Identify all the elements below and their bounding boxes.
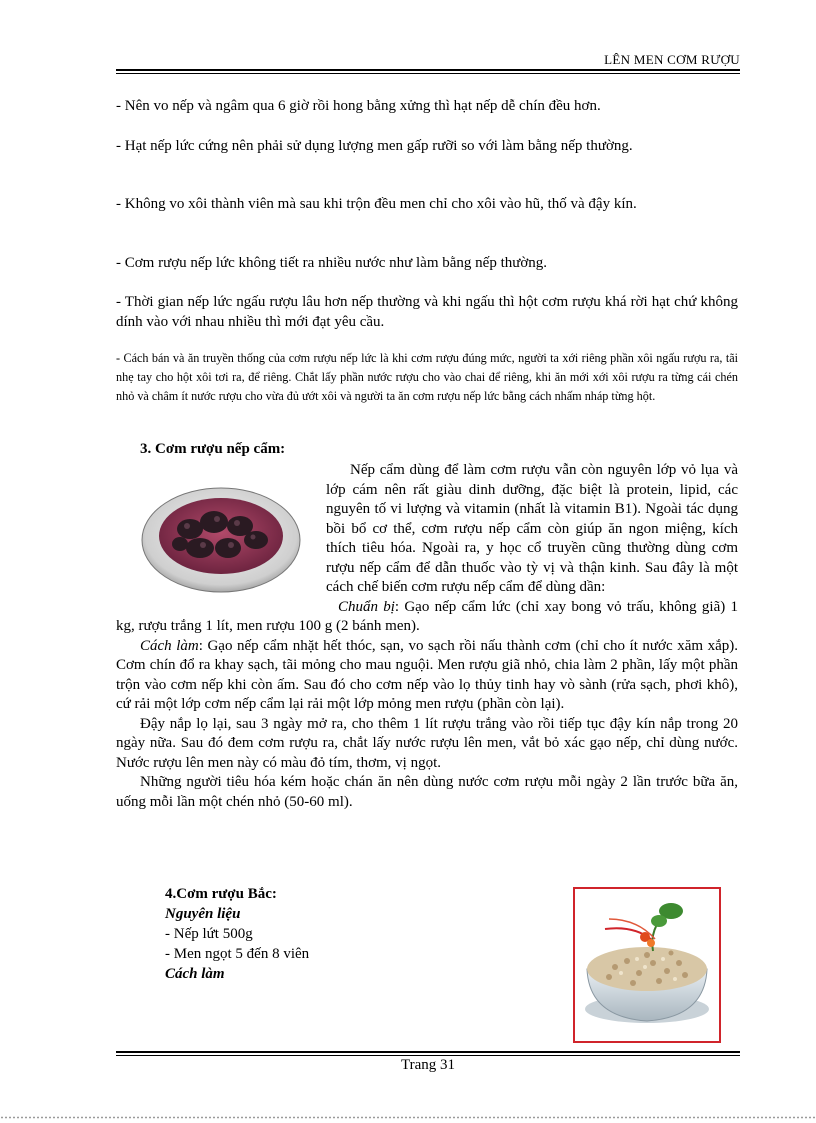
section-4-heading: 4.Cơm rượu Bắc: (165, 886, 277, 902)
footer-rule (116, 1051, 740, 1053)
footer-rule-thin (116, 1055, 740, 1056)
section-3-method (116, 637, 738, 715)
prep-text: : Gạo nếp cẩm lức (chỉ xay bong vỏ trấu, không giã) 1 kg, rượu trắng 1 lít, men rượu 100 g (2 bánh men). (116, 598, 738, 634)
section-3-heading: 3. Cơm rượu nếp cẩm: (140, 441, 286, 457)
bullet-5: - Thời gian nếp lức ngấu rượu lâu hơn nếp thường và khi ngấu thì hột cơm rượu khá rời hạt chứ không dính vào với nhau nhiều thì mới đạt yêu cầu. (116, 294, 738, 330)
section-3-prep (116, 598, 738, 637)
method-text: : Gạo nếp cẩm nhặt hết thóc, sạn, vo sạch rồi nấu thành cơm (chỉ cho ít nước xăm xắp). Cơm chín đổ ra khay sạch, tãi mỏng cho mau nguội. Men rượu giã nhỏ, chia làm 2 phần, lấy một phần trộn vào cơm nếp khi còn ấm. Sau đó cho cơm nếp vào lọ thủy tinh hay vò sành (rửa sạch, phơi khô), cứ rải một lớp cơm nếp cẩm lại rải một lớp mỏng men rượu (phần còn lại). (116, 637, 738, 712)
page-number: Trang 31 (400, 1057, 456, 1073)
section-3-body (116, 461, 738, 812)
header-rule-thin (116, 73, 740, 74)
ingredient-item: - Nếp lứt 500g (165, 926, 253, 942)
bullet-3: - Không vo xôi thành viên mà sau khi trộn đều men chỉ cho xôi vào hũ, thố và đậy kín. (116, 196, 637, 212)
rice-bowl-illustration (575, 889, 719, 1041)
ingredient-item: - Men ngọt 5 đến 8 viên (165, 946, 310, 962)
section-3-para3: Những người tiêu hóa kém hoặc chán ăn nên dùng nước cơm rượu mỗi ngày 2 lần trước bữa ăn, uống mỗi lần một chén nhỏ (50-60 ml). (116, 774, 738, 810)
prep-label: Chuẩn bị (338, 598, 395, 615)
bullet-6: - Cách bán và ăn truyền thống của cơm rượu nếp lức là khi cơm rượu đúng mức, người ta xới riêng phần xôi ngấu rượu ra, tãi nhẹ tay cho hột xôi tơi ra, để riêng. Chắt lấy phần nước rượu cho vào chai để riêng, khi ăn mới xới xôi rượu ra từng cái chén nhỏ và châm ít nước rượu cho vừa đủ ướt xôi và người ta ăn cơm rượu nếp lức bằng cách nhấm nháp từng hột. (116, 351, 738, 403)
method-label: Cách làm (140, 637, 199, 654)
rice-wine-bowl-photo (573, 887, 721, 1043)
running-header: LÊN MEN CƠM RƯỢU (604, 52, 740, 67)
bullet-2: - Hạt nếp lức cứng nên phải sử dụng lượng men gấp rưỡi so với làm bằng nếp thường. (116, 138, 633, 154)
section-4 (165, 884, 309, 984)
section-3-intro: Nếp cẩm dùng để làm cơm rượu vẫn còn nguyên lớp vỏ lụa và lớp cám nên rất giàu dinh dưỡng, đặc biệt là protein, lipid, các nguyên tố vi lượng và vitamin (nhất là vitamin B1). Ngoài tác dụng bồi bổ cơ thể, cơm rượu nếp cẩm còn giúp ăn ngon miệng, kích thích tiêu hóa. Ngoài ra, y học cổ truyền cũng thường dùng cơm rượu nếp cẩm để dẫn thuốc vào tỳ vị và thận kinh. Sau đây là một cách chế biến cơm rượu nếp cẩm để dùng dần: (326, 462, 738, 595)
bullet-4: - Cơm rượu nếp lức không tiết ra nhiều nước như làm bằng nếp thường. (116, 255, 548, 271)
bullet-1: - Nên vo nếp và ngâm qua 6 giờ rồi hong bằng xửng thì hạt nếp dễ chín đều hơn. (116, 98, 601, 114)
ingredients-label: Nguyên liệu (165, 906, 241, 922)
section-3-para2: Đậy nắp lọ lại, sau 3 ngày mở ra, cho thêm 1 lít rượu trắng vào rồi tiếp tục đậy kín nắp trong 20 ngày nữa. Sau đó đem cơm rượu ra, chắt lấy nước rượu lên men, vắt bỏ xác gạo nếp, chỉ dùng nước. Nước rượu lên men này có màu đỏ tím, thơm, vị ngọt. (116, 715, 738, 771)
method-label-4: Cách làm (165, 966, 225, 982)
page-edge-dots (0, 1116, 816, 1119)
header-rule (116, 69, 740, 71)
